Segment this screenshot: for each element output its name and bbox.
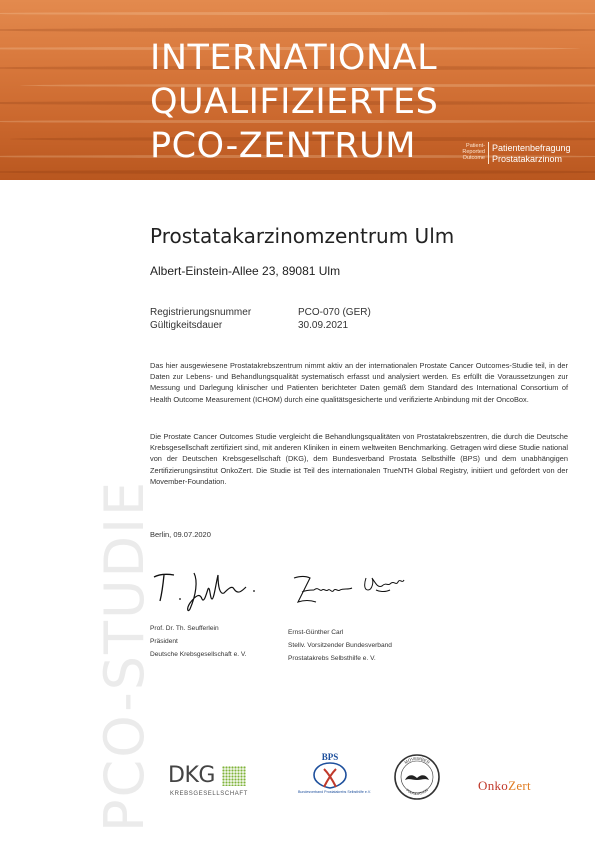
validity-label: Gültigkeitsdauer [150,320,223,331]
center-address: Albert-Einstein-Allee 23, 89081 Ulm [150,264,341,278]
registration-number-row [150,306,371,319]
onkozert-logo [478,778,531,794]
registration-number-value: PCO-070 (GER) [298,307,371,318]
pro-line-3: Outcome [462,155,485,161]
validity-row [150,319,349,332]
signer-2-role: Stellv. Vorsitzender Bundesverband [288,642,392,649]
pro-line-1: Patient- [466,143,485,149]
signer-1-organization: Deutsche Krebsgesellschaft e. V. [150,651,247,658]
signer-2-organization: Prostatakrebs Selbsthilfe e. V. [288,655,376,662]
dkg-dot-grid-icon [222,766,246,786]
bps-logo [300,752,370,802]
signer-carl [288,626,392,665]
watermark [57,222,156,832]
movember-top-text: MOVEMBER [403,755,431,765]
title-line-3: PCO-ZENTRUM [150,126,416,166]
pro-title-line-2: Prostatakarzinom [492,154,563,164]
dkg-logo-subtitle: KREBSGESELLSCHAFT [170,791,248,797]
certificate-title [150,36,438,168]
center-name: Prostatakarzinomzentrum Ulm [150,224,455,248]
signer-seufferlein [150,622,247,661]
issue-date: Berlin, 09.07.2020 [150,530,211,539]
bps-logo-subtitle: Bundesverband Prostatakrebs Selbsthilfe e.V. [298,790,371,794]
title-line-1: INTERNATIONAL [150,38,438,78]
bps-ribbon-icon [306,761,354,789]
pro-label [455,143,485,161]
pro-line-2: Reported [462,149,485,155]
movember-foundation-logo [392,752,442,802]
signer-1-name: Prof. Dr. Th. Seufferlein [150,625,219,632]
pro-title [492,143,571,165]
validity-value: 30.09.2021 [298,320,349,331]
signature-seufferlein [150,565,270,615]
onkozert-text-b: Zert [508,778,531,793]
watermark-text: PCO-STUDIE [93,479,156,832]
pro-divider [488,142,489,164]
dkg-logo [168,763,248,803]
header-banner [0,0,595,180]
dkg-logo-text: DKG [168,763,215,788]
pro-title-line-1: Patientenbefragung [492,143,571,153]
signature-carl [290,568,420,616]
movember-bottom-text: FOUNDATION [405,788,429,797]
title-line-2: QUALIFIZIERTES [150,82,439,122]
bps-logo-text: BPS [321,752,339,762]
onkozert-text-a: Onko [478,778,509,793]
signer-1-role: Präsident [150,638,178,645]
paragraph-2: Die Prostate Cancer Outcomes Studie vergleicht die Behandlungsqualitäten von Prostatakrebszentren, die durch die Deutsche Krebsgesellschaft zertifiziert sind, mit anderen Kliniken in einem weltweiten Benchmarking. Getragen wird diese Studie national von der Deutschen Krebsgesellschaft (DKG), dem Bundesverband Prostata Selbsthilfe (BPS) und dem unabhängigen Zertifizierungsinstitut OnkoZert. Die Studie ist Teil des internationalen TrueNTH Global Registry, initiiert und gefördert von der Movember-Foundation. [150,432,568,486]
registration-number-label: Registrierungsnummer [150,307,252,318]
registration-info [150,306,371,332]
paragraph-1: Das hier ausgewiesene Prostatakrebszentrum nimmt aktiv an der internationalen Prostate Cancer Outcomes-Studie teil, in der Daten zur Lebens- und Behandlungsqualität systematisch erfasst und analysiert werden. Es erfüllt die Voraussetzungen zur Messung und Darlegung klinischer und Patienten berichteter Daten gemäß dem Standard des International Consortium of Health Outcome Measurement (ICHOM) durch eine qualitätsgesicherte und verifizierte Anbindung mit der OncoBox. [150,361,568,404]
signer-2-name: Ernst-Günther Carl [288,629,344,636]
